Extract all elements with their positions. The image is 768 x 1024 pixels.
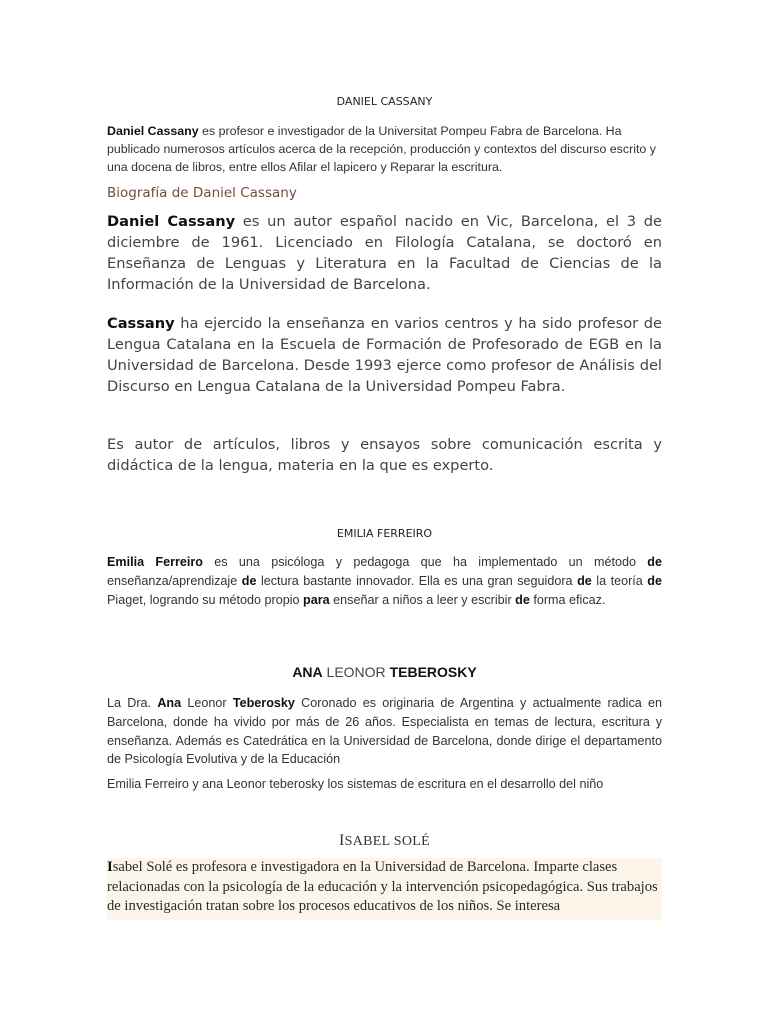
bio1-text: es un autor español nacido en Vic, Barcelona, el 3 de diciembre de 1961. Licenciado en Filología Catalana, se doctoró en Enseñanza de Lenguas y Literatura en la Facultad de Ciencias de la Información de la Universidad de Barcelona. [107, 213, 662, 293]
bio2-text: ha ejercido la enseñanza en varios centros y ha sido profesor de Lengua Catalana en la Escuela de Formación de Profesorado de EGB en la Universidad de Barcelona. Desde 1993 ejerce como profesor de Análisis del Discurso en Lengua Catalana de la Universidad Pompeu Fabra. [107, 315, 662, 395]
section-heading-ana-teberosky [107, 664, 662, 680]
ferreiro-de-1: de [647, 555, 662, 569]
teberosky-heading-last: TEBEROSKY [389, 664, 477, 680]
teberosky-heading-first: ANA [292, 664, 323, 680]
teberosky-ana: Ana [157, 696, 182, 710]
teberosky-surname: Teberosky [232, 696, 295, 710]
ferreiro-paragraph [107, 553, 662, 609]
ferreiro-para: para [303, 592, 330, 607]
sole-text: sabel Solé es profesora e investigadora en la Universidad de Barcelona. Imparte clases relacionadas con la psicología de la educación y la intervención psicopedagógica. Sus trabajos de investigación tratan sobre los procesos educativos de los niños. Se interesa [107, 859, 658, 915]
sole-paragraph [107, 858, 662, 920]
ferreiro-de-2: de [241, 573, 257, 588]
ferreiro-name: Emilia Ferreiro [107, 555, 203, 569]
teberosky-heading-mid: LEONOR [322, 664, 390, 680]
ferreiro-text-4: la teoría [591, 573, 648, 588]
section-heading-emilia-ferreiro: EMILIA FERREIRO [336, 527, 433, 540]
sole-heading-initial: I [339, 832, 345, 849]
sole-heading-rest: SABEL SOLÉ [344, 834, 430, 849]
ferreiro-de-5: de [515, 592, 530, 607]
biography-paragraph-1 [107, 211, 662, 295]
teberosky-paragraph [107, 694, 662, 769]
bio1-name: Daniel Cassany [107, 213, 236, 230]
teberosky-note: Emilia Ferreiro y ana Leonor teberosky los sistemas de escritura en el desarrollo del niño [107, 777, 604, 791]
sole-initial: I [107, 859, 113, 875]
teberosky-prefix: La Dra. [107, 696, 158, 710]
section-heading-daniel-cassany: DANIEL CASSANY [336, 95, 433, 108]
ferreiro-text-1: es una psicóloga y pedagoga que ha implementado un método [203, 555, 648, 569]
ferreiro-text-7: forma eficaz. [529, 592, 606, 607]
cassany-intro-paragraph [107, 122, 662, 176]
teberosky-leonor: Leonor [181, 696, 233, 710]
biography-subheading: Biografía de Daniel Cassany [107, 185, 297, 201]
biography-paragraph-2 [107, 313, 662, 397]
ferreiro-text-2: enseñanza/aprendizaje [107, 573, 242, 588]
ferreiro-text-6: enseñar a niños a leer y escribir [329, 592, 516, 607]
ferreiro-de-4: de [647, 573, 662, 588]
ferreiro-text-5: Piaget, logrando su método propio [107, 592, 304, 607]
section-heading-isabel-sole [107, 832, 662, 850]
biography-paragraph-3: Es autor de artículos, libros y ensayos sobre comunicación escrita y didáctica de la lengua, materia en la que es experto. [107, 436, 662, 474]
cassany-intro-name: Daniel Cassany [107, 124, 199, 138]
teberosky-text: Coronado es originaria de Argentina y actualmente radica en Barcelona, donde ha vivido por más de 26 años. Especialista en temas de lectura, escritura y enseñanza. Además es Catedrática en la Universidad de Barcelona, donde dirige el departamento de Psicología Evolutiva y de la Educación [107, 696, 662, 767]
cassany-intro-text: es profesor e investigador de la Universitat Pompeu Fabra de Barcelona. Ha publicado numerosos artículos acerca de la recepción, producción y contextos del discurso escrito y una docena de libros, entre ellos Afilar el lapicero y Reparar la escritura. [107, 124, 656, 174]
ferreiro-text-3: lectura bastante innovador. Ella es una gran seguidora [256, 573, 578, 588]
bio2-name: Cassany [107, 315, 175, 332]
ferreiro-de-3: de [577, 573, 592, 588]
